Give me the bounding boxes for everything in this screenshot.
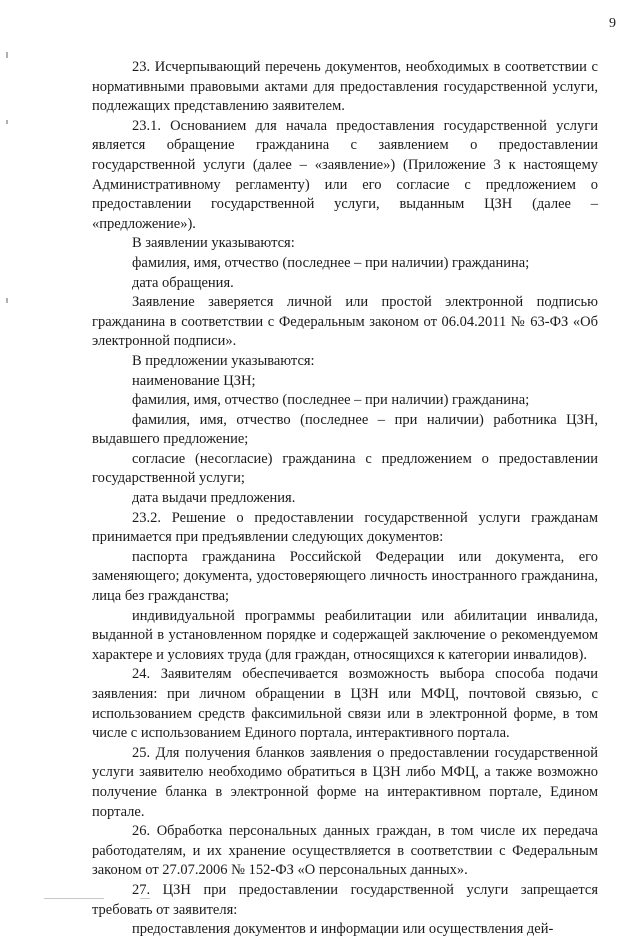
paragraph-23-1: 23.1. Основанием для начала предоставления государственной услуги является обращение гражданина с заявлением о предоставлении государственной услуги (далее – «заявление») (Приложение 3 к настоящему Административному регламенту) или его согласие с предложением о предоставлении государственной услуги, выданным ЦЗН (далее – «предложение»). (92, 117, 598, 232)
paragraph-26: 26. Обработка персональных данных граждан, в том числе их передача работодателям, и их хранение осуществляется в соответствии с Федеральным законом от 27.07.2006 № 152-ФЗ «О персональных данных». (92, 823, 598, 879)
page-number: 9 (609, 16, 616, 31)
scan-artifact (6, 298, 8, 303)
list-item: дата обращения. (132, 274, 234, 291)
list-item: фамилия, имя, отчество (последнее – при наличии) работника ЦЗН, выдавшего предложение; (92, 411, 598, 448)
list-item: фамилия, имя, отчество (последнее – при наличии) гражданина; (132, 254, 530, 271)
paragraph-27: 27. ЦЗН при предоставлении государственной услуги запрещается требовать от заявителя: (92, 881, 598, 918)
scan-artifact (6, 52, 8, 58)
paragraph-23-2: 23.2. Решение о предоставлении государственной услуги гражданам принимается при предъявлении следующих документов: (92, 509, 598, 546)
list-item: фамилия, имя, отчество (последнее – при наличии) гражданина; (132, 392, 530, 409)
scan-artifact (140, 898, 150, 899)
paragraph-23: 23. Исчерпывающий перечень документов, необходимых в соответствии с нормативными правовыми актами для предоставления государственной услуги, подлежащих представлению заявителем. (92, 59, 598, 115)
scan-artifact (6, 120, 8, 124)
list-item: дата выдачи предложения. (132, 490, 296, 507)
paragraph-offer-contents-heading: В предложении указываются: (132, 352, 315, 369)
paragraph-application-contents-heading: В заявлении указываются: (132, 235, 295, 252)
list-item: предоставления документов и информации или осуществления дей- (132, 921, 554, 938)
scan-artifact (44, 898, 104, 899)
paragraph-25: 25. Для получения бланков заявления о предоставлении государственной услуги заявителю необходимо обратиться в ЦЗН либо МФЦ, а также возможно получение бланка в электронной форме на интерактивном портале, Едином портале. (92, 744, 598, 820)
list-item: согласие (несогласие) гражданина с предложением о предоставлении государственной услуги; (92, 450, 598, 487)
paragraph-signature: Заявление заверяется личной или простой электронной подписью гражданина в соответствии с Федеральным законом от 06.04.2011 № 63-ФЗ «Об электронной подписи». (92, 294, 598, 350)
list-item: индивидуальной программы реабилитации или абилитации инвалида, выданной в установленном порядке и содержащей заключение о рекомендуемом характере и условиях труда (для граждан, относящихся к категории инвалидов). (92, 607, 598, 663)
document-body (92, 58, 598, 940)
paragraph-24: 24. Заявителям обеспечивается возможность выбора способа подачи заявления: при личном обращении в ЦЗН или МФЦ, почтовой связью, с использованием средств факсимильной связи или в электронной форме, в том числе с использованием Единого портала, интерактивного портала. (92, 666, 598, 742)
list-item: наименование ЦЗН; (132, 372, 256, 389)
list-item: паспорта гражданина Российской Федерации или документа, его заменяющего; документа, удостоверяющего личность иностранного гражданина, лица без гражданства; (92, 548, 598, 605)
